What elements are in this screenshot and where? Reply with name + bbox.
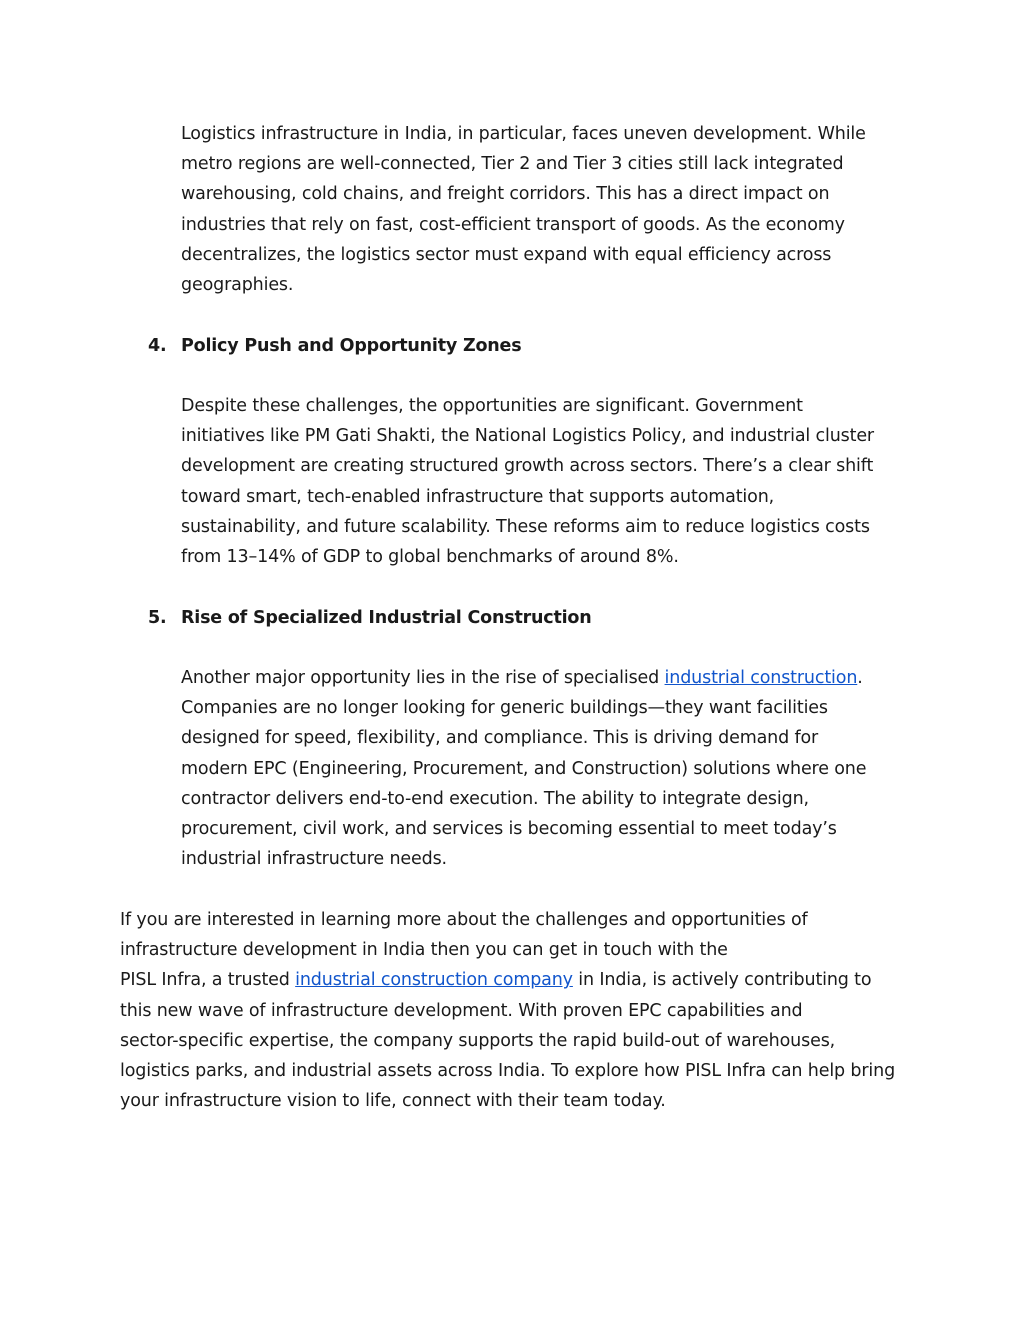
text-line: your infrastructure vision to life, connect with their team today. bbox=[120, 1091, 666, 1112]
text-line: toward smart, tech-enabled infrastructure that supports automation, bbox=[181, 486, 775, 507]
text-fragment: . bbox=[857, 668, 863, 688]
section-number: 5. bbox=[148, 608, 167, 628]
text-line: decentralizes, the logistics sector must expand with equal efficiency across bbox=[181, 244, 832, 265]
text-line: sustainability, and future scalability. These reforms aim to reduce logistics costs bbox=[181, 516, 870, 537]
text-line: Companies are no longer looking for generic buildings—they want facilities bbox=[181, 698, 828, 719]
text-line: modern EPC (Engineering, Procurement, and Construction) solutions where one bbox=[181, 758, 867, 779]
text-line bbox=[181, 663, 866, 693]
closing-paragraph bbox=[120, 905, 895, 1116]
section-title: Rise of Specialized Industrial Construction bbox=[181, 608, 592, 628]
text-line: contractor delivers end-to-end execution. The ability to integrate design, bbox=[181, 788, 809, 809]
text-line: this new wave of infrastructure development. With proven EPC capabilities and bbox=[120, 1000, 803, 1021]
text-line: Despite these challenges, the opportunities are significant. Government bbox=[181, 396, 803, 416]
text-line: from 13–14% of GDP to global benchmarks of around 8%. bbox=[181, 547, 679, 568]
text-line: procurement, civil work, and services is becoming essential to meet today’s bbox=[181, 819, 837, 840]
text-line: designed for speed, flexibility, and compliance. This is driving demand for bbox=[181, 728, 819, 749]
intro-paragraph bbox=[181, 119, 866, 300]
text-line: If you are interested in learning more about the challenges and opportunities of bbox=[120, 910, 808, 930]
section-number: 4. bbox=[148, 336, 167, 356]
section-4-paragraph bbox=[181, 391, 874, 572]
section-5-paragraph bbox=[181, 663, 866, 874]
industrial-construction-company-link[interactable]: industrial construction company bbox=[295, 970, 573, 991]
text-line: infrastructure development in India then you can get in touch with the bbox=[120, 940, 728, 961]
section-4-heading bbox=[148, 331, 521, 361]
text-line: development are creating structured growth across sectors. There’s a clear shift bbox=[181, 456, 874, 477]
text-line: industries that rely on fast, cost-efficient transport of goods. As the economy bbox=[181, 214, 845, 235]
section-title: Policy Push and Opportunity Zones bbox=[181, 336, 522, 356]
text-line: logistics parks, and industrial assets across India. To explore how PISL Infra can help bring bbox=[120, 1061, 896, 1082]
text-line bbox=[120, 965, 895, 995]
text-fragment: PISL Infra, a trusted bbox=[120, 970, 296, 991]
text-fragment: Another major opportunity lies in the rise of specialised bbox=[181, 668, 665, 688]
text-line: industrial infrastructure needs. bbox=[181, 849, 447, 870]
text-line: Logistics infrastructure in India, in particular, faces uneven development. While bbox=[181, 124, 866, 144]
text-fragment: in India, is actively contributing to bbox=[572, 970, 872, 991]
section-5-heading bbox=[148, 603, 592, 633]
industrial-construction-link[interactable]: industrial construction bbox=[664, 668, 858, 688]
text-line: warehousing, cold chains, and freight corridors. This has a direct impact on bbox=[181, 184, 830, 205]
text-line: sector-specific expertise, the company supports the rapid build-out of warehouses, bbox=[120, 1030, 836, 1051]
text-line: geographies. bbox=[181, 275, 294, 296]
text-line: metro regions are well-connected, Tier 2 and Tier 3 cities still lack integrated bbox=[181, 154, 844, 175]
text-line: initiatives like PM Gati Shakti, the National Logistics Policy, and industrial cluster bbox=[181, 426, 874, 447]
